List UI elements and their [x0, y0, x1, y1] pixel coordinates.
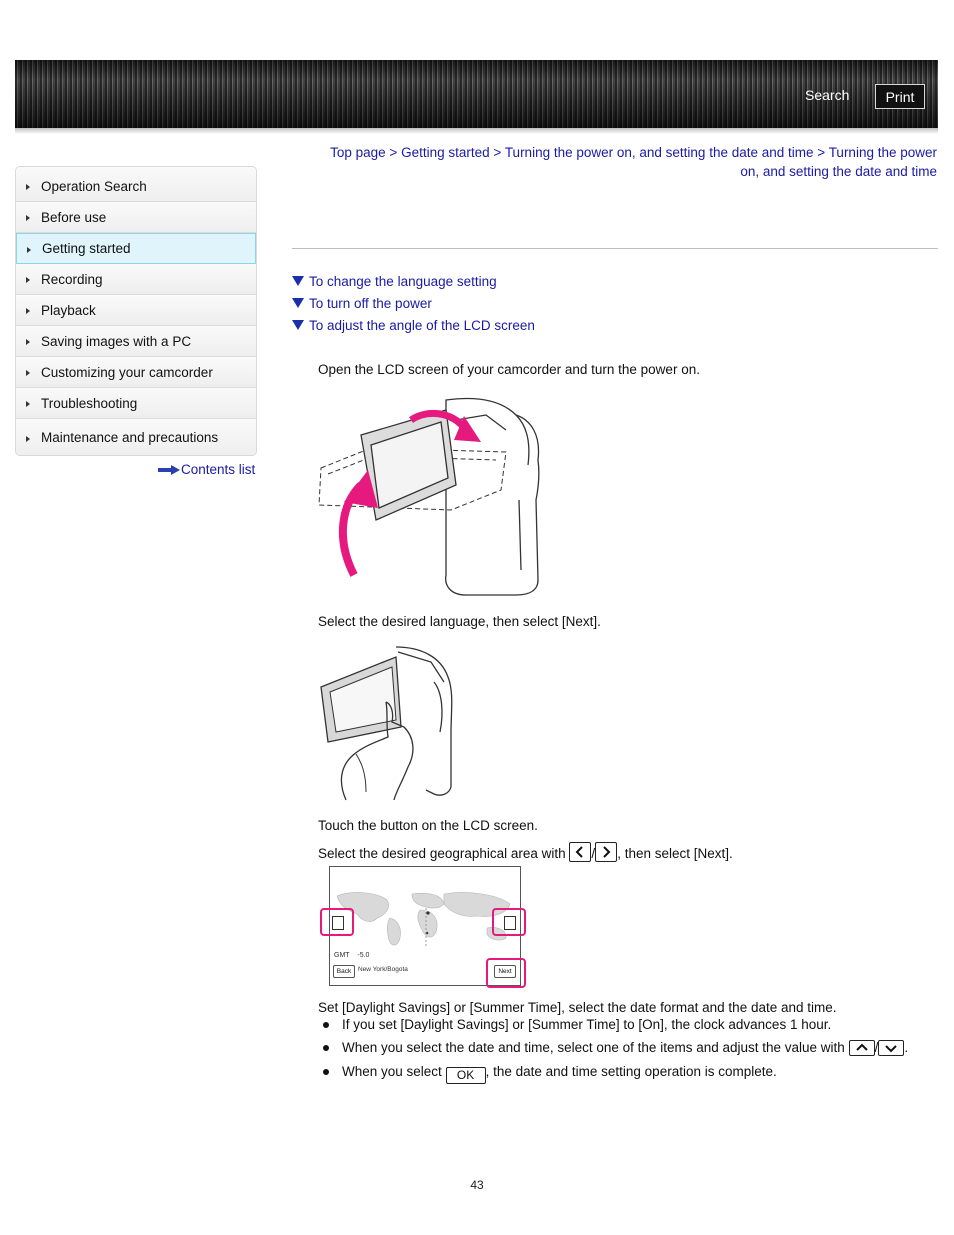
breadcrumb: [292, 143, 937, 181]
sidebar-item-label: Playback: [41, 302, 96, 318]
caret-right-icon: [26, 436, 30, 442]
right-arrow-button: [595, 842, 617, 862]
toc-link-label: To change the language setting: [309, 273, 497, 289]
breadcrumb-current-page-line1[interactable]: Turning the power: [828, 145, 937, 160]
page-number: 43: [470, 1178, 484, 1192]
sidebar-item-before-use[interactable]: [16, 202, 256, 233]
print-button[interactable]: Print: [875, 84, 925, 109]
breadcrumb-separator: >: [389, 145, 398, 160]
sidebar-item-label: Troubleshooting: [41, 395, 138, 411]
note-text: [342, 1040, 908, 1056]
toc-link-power-off[interactable]: [292, 292, 535, 314]
left-arrow-button: [569, 842, 591, 862]
triangle-down-icon: [292, 320, 304, 330]
highlight-right-button: [492, 908, 526, 936]
highlight-next-button: [486, 958, 526, 988]
caret-right-icon: [26, 401, 30, 407]
gmt-label: GMT: [334, 952, 350, 959]
note-2-slash: /: [874, 1040, 879, 1055]
chevron-up-icon: [850, 1041, 874, 1055]
ok-button: OK: [446, 1067, 486, 1084]
note-text: If you set [Daylight Savings] or [Summer Time] to [On], the clock advances 1 hour.: [342, 1017, 832, 1032]
breadcrumb-current-page-line2[interactable]: on, and setting the date and time: [740, 164, 937, 179]
toc-link-language[interactable]: [292, 270, 535, 292]
bullet-icon: [323, 1069, 329, 1075]
sidebar-item-operation-search[interactable]: [16, 167, 256, 202]
toc-link-label: To adjust the angle of the LCD screen: [309, 317, 535, 333]
breadcrumb-top-page[interactable]: Top page: [330, 145, 386, 160]
step-4-prefix: Select the desired geographical area with: [318, 846, 566, 861]
caret-right-icon: [26, 339, 30, 345]
back-button: Back: [333, 965, 355, 978]
triangle-down-icon: [292, 298, 304, 308]
area-setting-screen: [320, 866, 528, 990]
bullet-icon: [323, 1022, 329, 1028]
breadcrumb-separator: >: [493, 145, 502, 160]
sidebar-item-recording[interactable]: [16, 264, 256, 295]
sidebar-item-label: Getting started: [42, 241, 131, 256]
chevron-left-icon: [570, 843, 590, 861]
caret-right-icon: [26, 215, 30, 221]
touch-lcd-illustration: [316, 642, 456, 802]
triangle-down-icon: [292, 276, 304, 286]
step-5-text: Set [Daylight Savings] or [Summer Time], select the date format and the date and time.: [318, 1000, 837, 1015]
sidebar-item-customizing[interactable]: [16, 357, 256, 388]
sidebar-item-label: Before use: [41, 209, 107, 225]
title-divider: [292, 248, 938, 249]
world-map-icon: [332, 888, 518, 950]
caret-right-icon: [26, 370, 30, 376]
sidebar-item-label: Operation Search: [41, 178, 147, 194]
breadcrumb-separator: >: [817, 145, 826, 160]
contents-list-label: Contents list: [181, 462, 256, 477]
breadcrumb-getting-started[interactable]: Getting started: [401, 145, 490, 160]
chevron-right-icon: [596, 843, 616, 861]
step-2-text: Select the desired language, then select [Next].: [318, 614, 601, 629]
note-item: [323, 1064, 908, 1087]
note-3-prefix: When you select: [342, 1064, 442, 1079]
sidebar-item-label: Saving images with a PC: [41, 333, 192, 349]
notes-list: [323, 1017, 908, 1087]
step-3-text: Touch the button on the LCD screen.: [318, 818, 538, 833]
step-4-slash: /: [591, 846, 596, 861]
step-1-text: Open the LCD screen of your camcorder and turn the power on.: [318, 362, 700, 377]
search-button[interactable]: Search: [805, 87, 850, 103]
contents-list-link[interactable]: [158, 462, 255, 477]
section-links: [292, 270, 535, 336]
header-bar: [15, 60, 938, 128]
note-2-suffix: .: [904, 1040, 909, 1055]
highlight-left-button: [320, 908, 354, 936]
breadcrumb-power-date-section[interactable]: Turning the power on, and setting the date and time: [504, 145, 814, 160]
sidebar-item-troubleshooting[interactable]: [16, 388, 256, 419]
toc-link-lcd-angle[interactable]: [292, 314, 535, 336]
note-2-prefix: When you select the date and time, select one of the items and adjust the value with: [342, 1040, 845, 1055]
gmt-value: -5.0: [357, 952, 370, 959]
step-4-suffix: , then select [Next].: [617, 846, 733, 861]
down-arrow-button: [878, 1040, 904, 1056]
city-label: New York/Bogota: [358, 966, 408, 973]
note-text: [342, 1064, 777, 1084]
up-arrow-button: [849, 1040, 875, 1056]
caret-right-icon: [26, 184, 30, 190]
step-4-text: [318, 842, 733, 862]
sidebar-nav: [15, 166, 257, 456]
caret-right-icon: [26, 308, 30, 314]
sidebar-item-maintenance[interactable]: [16, 419, 256, 456]
toc-link-label: To turn off the power: [309, 295, 432, 311]
sidebar-item-label: Maintenance and precautions: [41, 430, 219, 445]
next-button: Next: [494, 965, 516, 978]
caret-right-icon: [26, 277, 30, 283]
sidebar-item-getting-started[interactable]: [16, 233, 256, 264]
sidebar-item-saving-images[interactable]: [16, 326, 256, 357]
note-item: [323, 1040, 908, 1064]
chevron-down-icon: [879, 1041, 903, 1055]
note-3-suffix: , the date and time setting operation is complete.: [485, 1064, 777, 1079]
sidebar-item-label: Recording: [41, 271, 103, 287]
arrow-right-icon: [158, 465, 180, 475]
note-item: [323, 1017, 908, 1040]
bullet-icon: [323, 1045, 329, 1051]
caret-right-icon: [27, 247, 31, 253]
sidebar-item-playback[interactable]: [16, 295, 256, 326]
camcorder-open-lcd-illustration: [316, 390, 546, 598]
sidebar-item-label: Customizing your camcorder: [41, 364, 213, 380]
